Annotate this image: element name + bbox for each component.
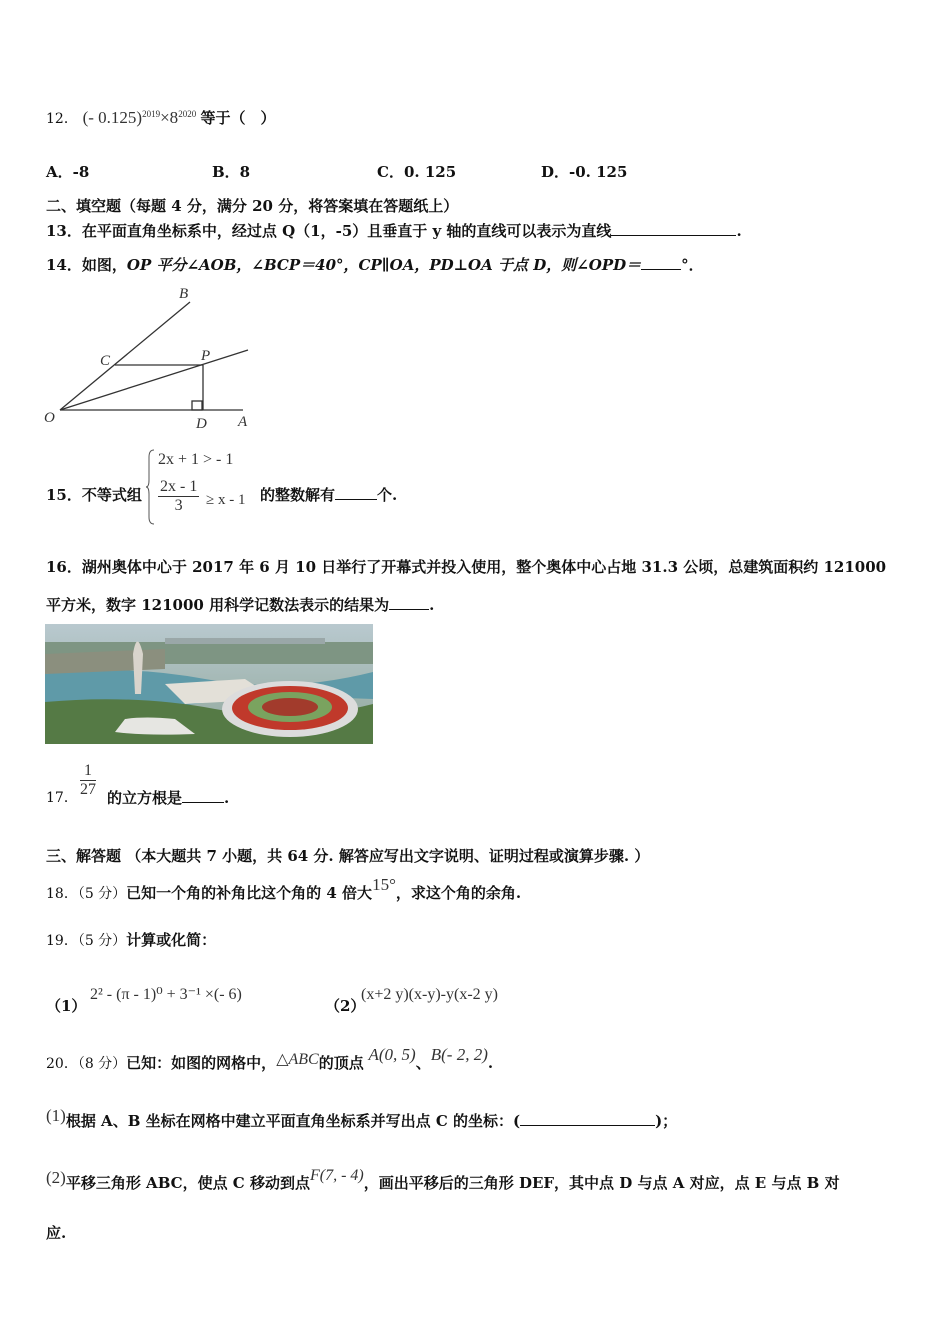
label-c: C (100, 353, 111, 369)
q14-geometry-figure (38, 282, 253, 432)
q16-line-2: 平方米，数字 121000 用科学记数法表示的结果为 . (46, 596, 435, 614)
q16-answer-blank (389, 595, 429, 610)
ray-ob (60, 302, 190, 410)
q15-fraction: $\frac{2x - 1}{3}$ (160, 478, 198, 514)
q14-line: 14．如图，OP 平分∠AOB，∠BCP＝40°，CP∥OA，PD⊥OA 于点 D，则∠OPD＝ °． (46, 256, 704, 274)
q17-number: 17． (46, 790, 78, 806)
q20-number: 20．（8 分） (46, 1056, 127, 1072)
q19-part2-expression: (x+2 y)(x-y)-y(x-2 y) (361, 986, 498, 1003)
q13-line: 13．在平面直角坐标系中，经过点 Q（1，-5）且垂直于 y 轴的直线可以表示为直线 . (46, 222, 742, 240)
ray-op (60, 350, 248, 410)
q14-answer-blank (641, 255, 681, 270)
section2-title: 二、填空题（每题 4 分，满分 20 分，将答案填在答题纸上） (46, 197, 459, 215)
q19-part1-label: （1） (46, 997, 87, 1015)
q15-answer-blank (335, 485, 377, 500)
q19-part2-label: （2） (325, 997, 366, 1015)
label-p: P (201, 348, 211, 364)
q20-sub1-line: (1)根据 A、B 坐标在网格中建立平面直角坐标系并写出点 C 的坐标：( )； (46, 1106, 678, 1130)
q12-expression: (- $0.125)^{2019}\times 8^{2020}$ (82, 108, 197, 127)
q20-sub2-line: (2)平移三角形 ABC，使点 C 移动到点F(7, - 4)，画出平移后的三角形 DEF，其中点 D 与点 A 对应，点 E 与点 B 对 (46, 1167, 840, 1192)
label-o: O (44, 410, 55, 426)
label-d: D (196, 416, 207, 432)
q12-option-c: C．0. 125 (377, 163, 457, 181)
q15-inequality-2-rhs: ≥ x - 1 (206, 492, 246, 508)
q15-tail: 的整数解有 个. (260, 486, 398, 504)
section3-title: 三、解答题 （本大题共 7 小题，共 64 分. 解答应写出文字说明、证明过程或演算步骤. ） (46, 847, 650, 865)
q20-sub2-line-2: 应. (46, 1224, 67, 1242)
q12-tail: 等于（ ） (200, 109, 276, 127)
q12-number: 12． (46, 111, 78, 127)
q16-line-1: 16．湖州奥体中心于 2017 年 6 月 10 日举行了开幕式并投入使用，整个奥体中心占地 31.3 公顷，总建筑面积约 121000 (46, 558, 887, 576)
q19-part1-expression: 2² - (π - 1)⁰ + 3⁻¹ ×(- 6) (90, 986, 242, 1003)
q19-line: 19．（5 分）计算或化简： (46, 931, 217, 949)
q18-angle: 15° (372, 875, 396, 894)
q17-tail: 的立方根是 . (107, 789, 230, 807)
label-a: A (238, 414, 248, 430)
q12-line (46, 108, 275, 129)
q20-point-a: A(0, 5) (368, 1045, 416, 1064)
q12-option-a: A．-8 (46, 163, 90, 181)
label-b: B (179, 286, 189, 302)
q19-number: 19．（5 分） (46, 933, 127, 949)
q15-label: 15．不等式组 (46, 486, 142, 504)
q20-point-f: F(7, - 4) (309, 1167, 364, 1184)
q20-triangle: △ABC (276, 1051, 319, 1068)
stadium-photo (45, 624, 373, 744)
q20-sub1-answer-blank (520, 1111, 655, 1126)
q20-point-b: B(- 2, 2) (430, 1045, 488, 1064)
q15-inequality-1: 2x + 1 > - 1 (158, 451, 234, 468)
q12-option-b: B．8 (212, 163, 251, 181)
q20-sub2-number: (2) (46, 1168, 66, 1187)
q20-sub1-number: (1) (46, 1106, 66, 1125)
right-angle-mark (192, 401, 202, 410)
q17-answer-blank (182, 788, 224, 803)
q12-option-d: D．-0. 125 (541, 163, 628, 181)
q18-number: 18．（5 分） (46, 886, 127, 902)
q13-answer-blank (611, 221, 736, 236)
q20-line: 20．（8 分）已知：如图的网格中，△ABC的顶点 A(0, 5)、B(- 2, 2). (46, 1045, 494, 1072)
q15-brace (146, 449, 156, 525)
q18-line: 18．（5 分）已知一个角的补角比这个角的 4 倍大15°，求这个角的余角. (46, 875, 522, 902)
q17-fraction: $\frac{1}{27}$ (80, 762, 96, 798)
